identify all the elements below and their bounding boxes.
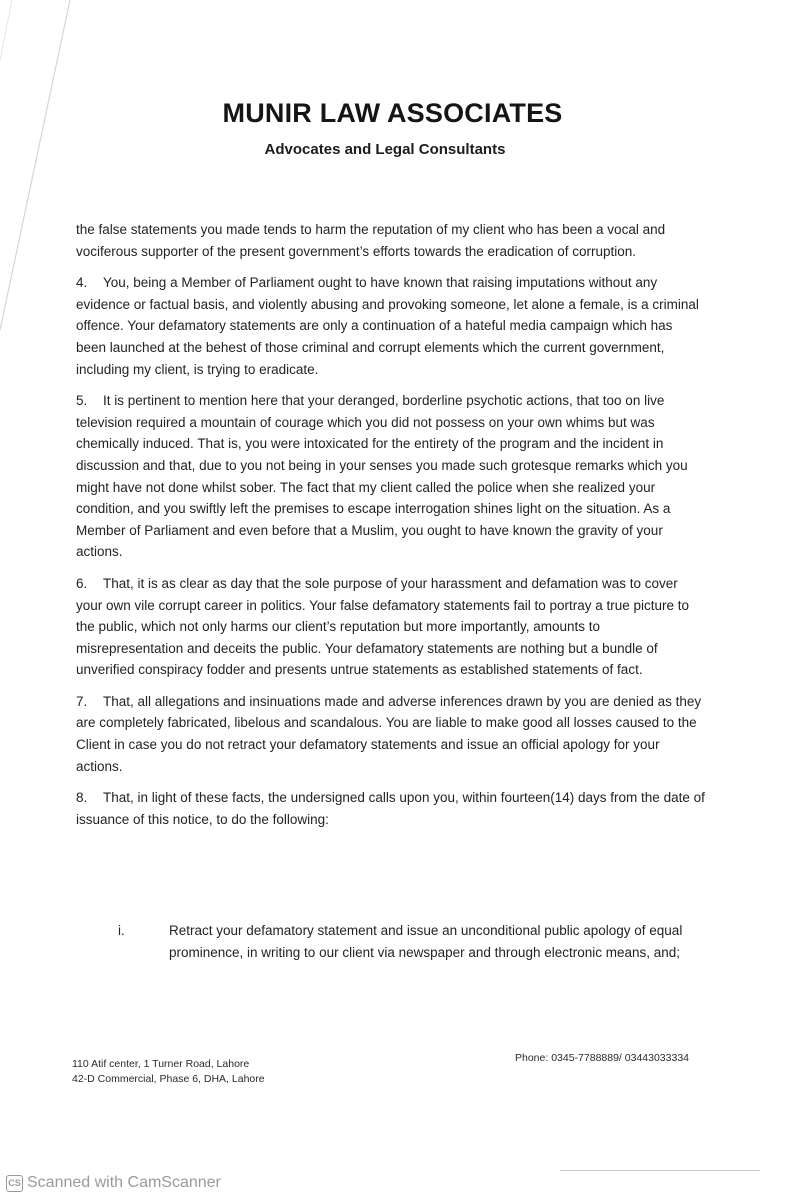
demand-text: Retract your defamatory statement and issue an unconditional public apology of equal prominence, in writing to our client via newspaper and through electronic means, and; <box>169 923 683 960</box>
paragraph-text: That, in light of these facts, the undersigned calls upon you, within fourteen(14) days from the date of issuance of this notice, to do the following: <box>76 790 705 827</box>
firm-tagline: Advocates and Legal Consultants <box>264 141 506 158</box>
paragraph-6 <box>76 573 706 681</box>
letter-body <box>76 219 706 840</box>
paragraph-text: That, it is as clear as day that the sole purpose of your harassment and defamation was to cover your own vile corrupt career in politics. Your false defamatory statements fail to portray a true picture to the public, which not only harms our client’s reputation but more importantly, amounts to misrepresentation and deceits the public. Your defamatory statements are nothing but a bundle of unverified conspiracy fodder and presents untrue statements as established statements of fact. <box>76 575 690 678</box>
paragraph-5 <box>76 390 706 563</box>
paragraph-8 <box>76 787 706 830</box>
footer-phone: Phone: 0345-7788889/ 03443033334 <box>515 1052 689 1064</box>
paragraph-number: 7. <box>76 693 88 709</box>
camscanner-logo-icon: CS <box>6 1175 23 1192</box>
paragraph-text: It is pertinent to mention here that your deranged, borderline psychotic actions, that too on live television required a mountain of courage which you did not possess on your own whims but was chemically induced. That is, you were intoxicated for the entirety of the program and the incident in discussion and that, due to you not being in your senses you made such grotesque remarks which you might have not done whilst sober. The fact that my client called the police when she realized your condition, and you swiftly left the premises to escape interrogation shines light on the situation. As a Member of Parliament and even before that a Muslim, you ought to have known the gravity of your actions. <box>76 393 688 560</box>
paragraph-text: the false statements you made tends to harm the reputation of my client who has been a vocal and vociferous supporter of the present government’s efforts towards the eradication of corruption. <box>76 222 666 259</box>
paragraph-text: You, being a Member of Parliament ought to have known that raising imputations without any evidence or factual basis, and violently abusing and provoking someone, let alone a female, is a criminal offence. Your defamatory statements are only a continuation of a hateful media campaign which has been launched at the behest of those criminal and corrupt elements which the current government, including my client, is trying to eradicate. <box>76 275 699 377</box>
paragraph-7 <box>76 691 706 777</box>
demand-numeral: i. <box>118 923 125 938</box>
paragraph-4 <box>76 272 706 380</box>
watermark-text: Scanned with CamScanner <box>27 1174 221 1191</box>
address-line-2: 42-D Commercial, Phase 6, DHA, Lahore <box>72 1073 265 1085</box>
address-line-1: 110 Atif center, 1 Turner Road, Lahore <box>72 1058 250 1070</box>
paragraph-number: 5. <box>76 393 88 409</box>
footer-address <box>72 1057 265 1087</box>
paragraph-continuation <box>76 219 706 262</box>
page-bottom-edge <box>560 1170 760 1171</box>
paragraph-number: 8. <box>76 790 88 806</box>
camscanner-watermark <box>6 1174 221 1192</box>
firm-name: MUNIR LAW ASSOCIATES <box>222 98 563 128</box>
paragraph-number: 6. <box>76 575 88 591</box>
paragraph-text: That, all allegations and insinuations made and adverse inferences drawn by you are denied as they are completely fabricated, libelous and scandalous. You are liable to make good all losses caused to the Client in case you do not retract your defamatory statements and issue an official apology for your actions. <box>76 693 702 774</box>
paragraph-number: 4. <box>76 275 88 291</box>
